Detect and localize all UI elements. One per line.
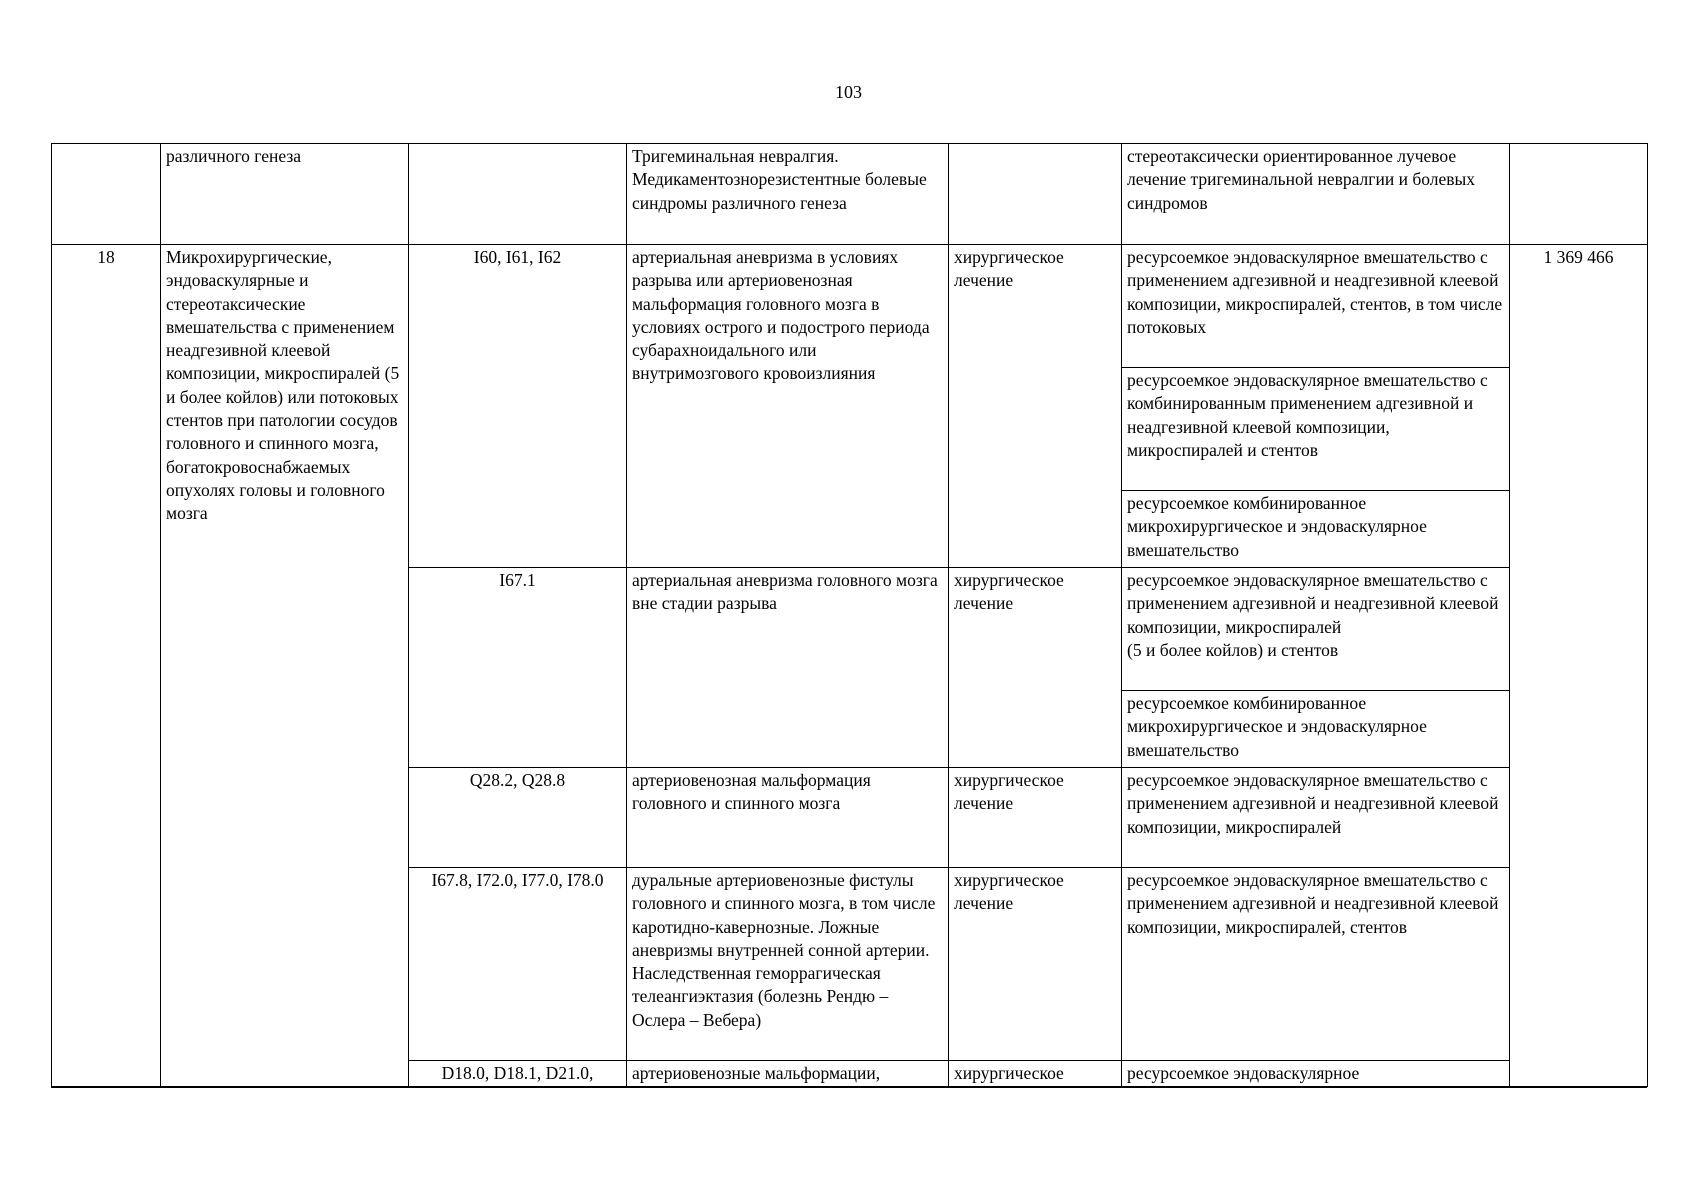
diagnosis-cell: артериовенозные мальформации, (627, 1061, 949, 1141)
icd-cell: I60, I61, I62 (409, 245, 627, 568)
page-cut-mask (0, 1087, 1697, 1200)
method-cell: ресурсоемкое эндоваскулярное вмешательство с применением адгезивной и неадгезивной клеевой композиции, микроспиралей, стентов, в том числе потоковых (1122, 245, 1510, 368)
treatment-type-cell: хирургическое лечение (949, 768, 1122, 868)
diagnosis-cell: артериальная аневризма в условиях разрыва или артериовенозная мальформация головного мозга в условиях острого и подострого периода субарахноидального или внутримозгового кровоизлияния (627, 245, 949, 568)
icd-cell (409, 144, 627, 245)
table-row (52, 245, 1648, 368)
method-cell: ресурсоемкое комбинированное микрохирургическое и эндоваскулярное вмешательство (1122, 491, 1510, 568)
method-cell: ресурсоемкое эндоваскулярное (1122, 1061, 1510, 1141)
method-cell: ресурсоемкое эндоваскулярное вмешательство с применением адгезивной и неадгезивной клеевой композиции, микроспиралей (5 и более койлов) и стентов (1122, 568, 1510, 691)
icd-cell: I67.1 (409, 568, 627, 768)
method-cell: ресурсоемкое эндоваскулярное вмешательство с применением адгезивной и неадгезивной клеевой композиции, микроспиралей, стентов (1122, 868, 1510, 1061)
page-number: 103 (835, 82, 862, 102)
diagnosis-cell: артериальная аневризма головного мозга вне стадии разрыва (627, 568, 949, 768)
services-table (51, 143, 1648, 1141)
group-name-cell: Микрохирургические, эндоваскулярные и стереотаксические вмешательства с применением неадгезивной клеевой композиции, микроспиралей (5 и более койлов) или потоковых стентов при патологии сосудов головного и спинного мозга, богатокровоснабжаемых опухолях головы и головного мозга (161, 245, 409, 1141)
table-row (52, 144, 1648, 245)
icd-cell: I67.8, I72.0, I77.0, I78.0 (409, 868, 627, 1061)
method-cell: ресурсоемкое комбинированное микрохирургическое и эндоваскулярное вмешательство (1122, 691, 1510, 768)
row-number-cell: 18 (52, 245, 161, 1141)
group-name-cell: различного генеза (161, 144, 409, 245)
treatment-type-cell: хирургическое лечение (949, 245, 1122, 568)
treatment-type-cell: хирургическое (949, 1061, 1122, 1141)
icd-cell: D18.0, D18.1, D21.0, (409, 1061, 627, 1141)
price-cell: 1 369 466 (1510, 245, 1648, 1141)
treatment-type-cell: хирургическое лечение (949, 868, 1122, 1061)
price-cell (1510, 144, 1648, 245)
diagnosis-cell: Тригеминальная невралгия. Медикаментознорезистентные болевые синдромы различного генеза (627, 144, 949, 245)
table-bottom-border (51, 1086, 1647, 1088)
method-cell: стереотаксически ориентированное лучевое лечение тригеминальной невралгии и болевых синдромов (1122, 144, 1510, 245)
diagnosis-cell: артериовенозная мальформация головного и спинного мозга (627, 768, 949, 868)
treatment-type-cell: хирургическое лечение (949, 568, 1122, 768)
diagnosis-cell: дуральные артериовенозные фистулы головного и спинного мозга, в том числе каротидно-кавернозные. Ложные аневризмы внутренней сонной артерии. Наследственная геморрагическая телеангиэктазия (болезнь Рендю – Ослера – Вебера) (627, 868, 949, 1061)
row-number-cell (52, 144, 161, 245)
method-cell: ресурсоемкое эндоваскулярное вмешательство с применением адгезивной и неадгезивной клеевой композиции, микроспиралей (1122, 768, 1510, 868)
icd-cell: Q28.2, Q28.8 (409, 768, 627, 868)
treatment-type-cell (949, 144, 1122, 245)
method-cell: ресурсоемкое эндоваскулярное вмешательство с комбинированным применением адгезивной и неадгезивной клеевой композиции, микроспиралей и стентов (1122, 368, 1510, 491)
